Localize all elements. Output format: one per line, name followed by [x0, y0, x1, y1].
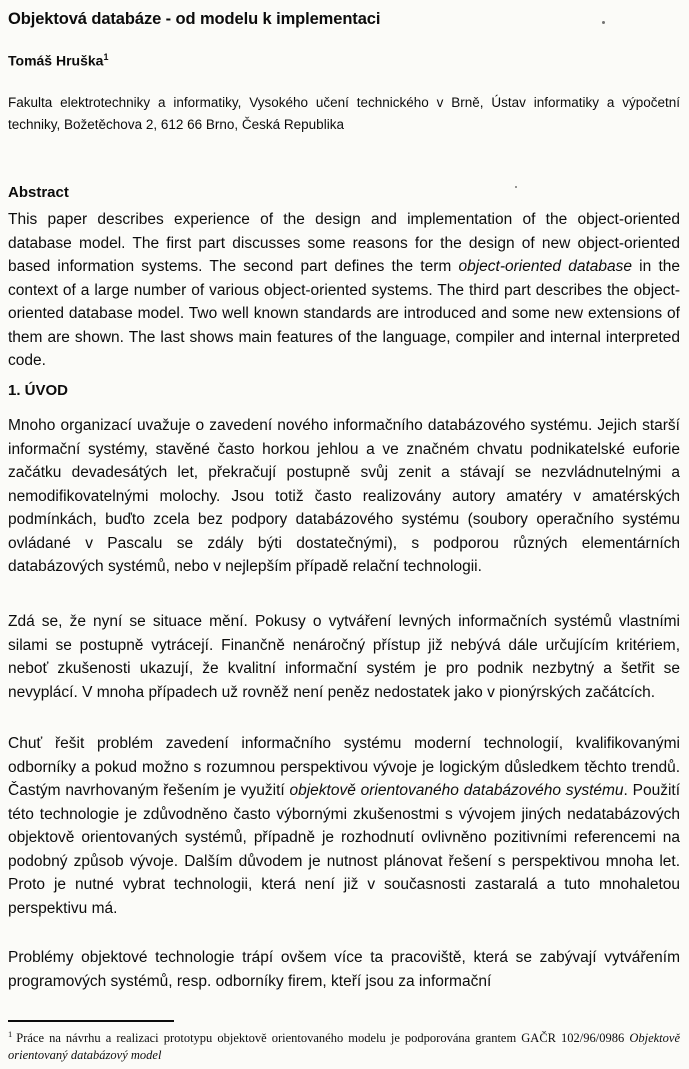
footnote-separator: [8, 1020, 174, 1022]
footnote: [8, 1026, 680, 1063]
intro-paragraph-4: Problémy objektové technologie trápí ovšem více ta pracoviště, která se zabývají vytvářením programových systémů, resp. odborníky firem, kteří jsou za informační: [8, 949, 680, 990]
author-footnote-mark: 1: [103, 52, 109, 62]
footnote-mark: 1: [8, 1029, 13, 1039]
scan-speck: [515, 186, 517, 188]
section-1-heading: 1. ÚVOD: [8, 382, 69, 399]
scan-speck: [560, 422, 562, 424]
intro-paragraph-1: Mnoho organizací uvažuje o zavedení nového informačního databázového systému. Jejich starší informační systémy, stavěné často horkou jehlou a ve značném chvatu podnikatelské euforie začátku devadesátých let, překračují postupně svůj zenit a stávají se nezvládnutelnými a nemodifikovatelnými molochy. Jsou totiž často realizovány autory amatéry v amatérských podmínkách, buďto zcela bez podpory databázového systému (soubory operačního systému ovládané v Pascalu se zdály býti dostatečnými), s podporou různých elementárních databázových systémů, nebo v nejlepším případě relační technologii.: [8, 417, 680, 575]
intro-paragraph-2: Zdá se, že nyní se situace mění. Pokusy o vytváření levných informačních systémů vlastními silami se postupně vytrácejí. Finančně nenáročný přístup již nebývá dále určujícím kritériem, neboť zkušenosti ukazují, že kvalitní informační systém je pro podnik nezbytný a šetřit se nevyplácí. V mnoha případech už rovněž není peněz nedostatek jako v pionýrských začátcích.: [8, 613, 680, 701]
footnote-text: Práce na návrhu a realizaci prototypu objektově orientovaného modelu je podporována grantem GAČR 102/96/0986 Objektově orientovaný databázový model: [8, 1031, 680, 1062]
abstract-text: This paper describes experience of the design and implementation of the object-oriented database model. The first part discusses some reasons for the design of new object-oriented based information systems. The second part defines the term object-oriented database in the context of a large number of various object-oriented systems. The third part describes the object-oriented database model. Two well known standards are introduced and some new extensions of them are shown. The last shows main features of the language, compiler and internal interpreted code.: [8, 211, 680, 369]
affiliation: Fakulta elektrotechniky a informatiky, Vysokého učení technického v Brně, Ústav informatiky a výpočetní techniky, Božetěchova 2, 612 66 Brno, Česká Republika: [8, 95, 680, 132]
abstract-heading: Abstract: [8, 184, 69, 201]
paper-title: Objektová databáze - od modelu k implementaci: [8, 10, 381, 28]
author-line: [8, 52, 680, 69]
scan-speck: [602, 21, 605, 24]
intro-paragraph-3: Chuť řešit problém zavedení informačního systému moderní technologií, kvalifikovanými odborníky a pokud možno s rozumnou perspektivou vývoje je logickým důsledkem těchto trendů. Častým navrhovaným řešením je využití objektově orientovaného databázového systému. Použití této technologie je zdůvodněno často výbornými zkušenostmi s vývojem jiných nedatabázových objektově orientovaných systémů, případně je rozhodnutí ovlivněno pozitivními referencemi na podobný způsob vývoje. Dalším důvodem je nutnost plánovat řešení s perspektivou mnoha let. Proto je nutné vybrat technologii, která není již v současnosti zastaralá a tuto mnohaletou perspektivu má.: [8, 735, 681, 917]
author-name: Tomáš Hruška: [8, 52, 104, 69]
